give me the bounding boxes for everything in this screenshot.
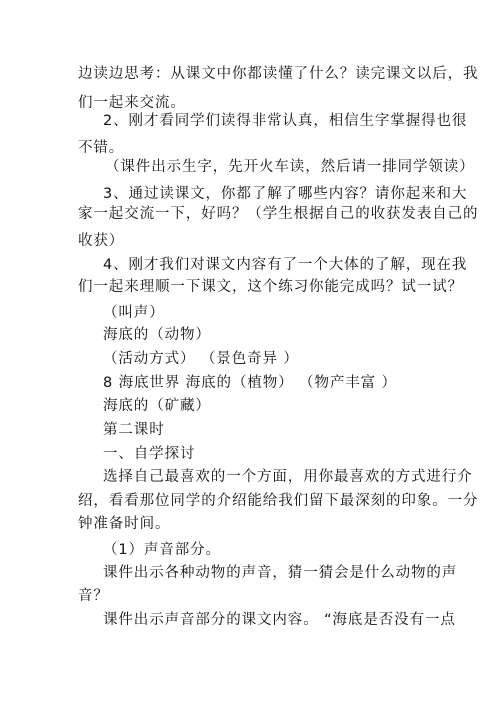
text-line: （叫声） — [103, 305, 165, 321]
text-line: 2、刚才看同学们读得非常认真，相信生字掌握得也很 — [103, 113, 468, 129]
text-line: 选择自己最喜欢的一个方面，用你最喜欢的方式进行介 — [103, 469, 473, 485]
text-line: 们一起来交流。 — [78, 95, 186, 111]
text-line: （课件出示生字，先开火车读，然后请一排同学领读） — [105, 159, 475, 175]
text-line: 边读边思考：从课文中你都读懂了什么？读完课文以后，我 — [78, 66, 479, 82]
text-line: 3、通过读课文，你都了解了哪些内容？请你起来和大 — [103, 186, 468, 202]
text-line: 家一起交流一下，好吗？（学生根据自己的收获发表自己的 — [78, 206, 479, 222]
text-line: 海底的（矿藏） — [103, 398, 211, 414]
text-line: 们一起来理顺一下课文，这个练习你能完成吗？试一试？ — [78, 279, 463, 295]
text-line: 收获） — [78, 233, 125, 249]
text-line: 8 海底世界 海底的（植物） （物产丰富 ） — [103, 375, 397, 391]
text-line: 绍，看看那位同学的介绍能给我们留下最深刻的印象。一分 — [78, 493, 479, 509]
text-line: 音？ — [78, 588, 109, 604]
text-line: 不错。 — [78, 140, 125, 156]
text-line: 第二课时 — [103, 422, 165, 438]
text-line: （1）声音部分。 — [103, 542, 221, 558]
text-line: 钟准备时间。 — [78, 516, 171, 532]
text-line: 一、自学探讨 — [103, 446, 196, 462]
text-line: 课件出示各种动物的声音，猜一猜会是什么动物的声 — [103, 565, 458, 581]
text-line: 课件出示声音部分的课文内容。 “海底是否没有一点 — [103, 612, 456, 628]
text-line: 4、刚才我们对课文内容有了一个大体的了解，现在我 — [103, 257, 468, 273]
text-line: 海底的（动物） — [103, 327, 211, 343]
text-line: （活动方式） （景色奇异 ） — [103, 351, 299, 367]
